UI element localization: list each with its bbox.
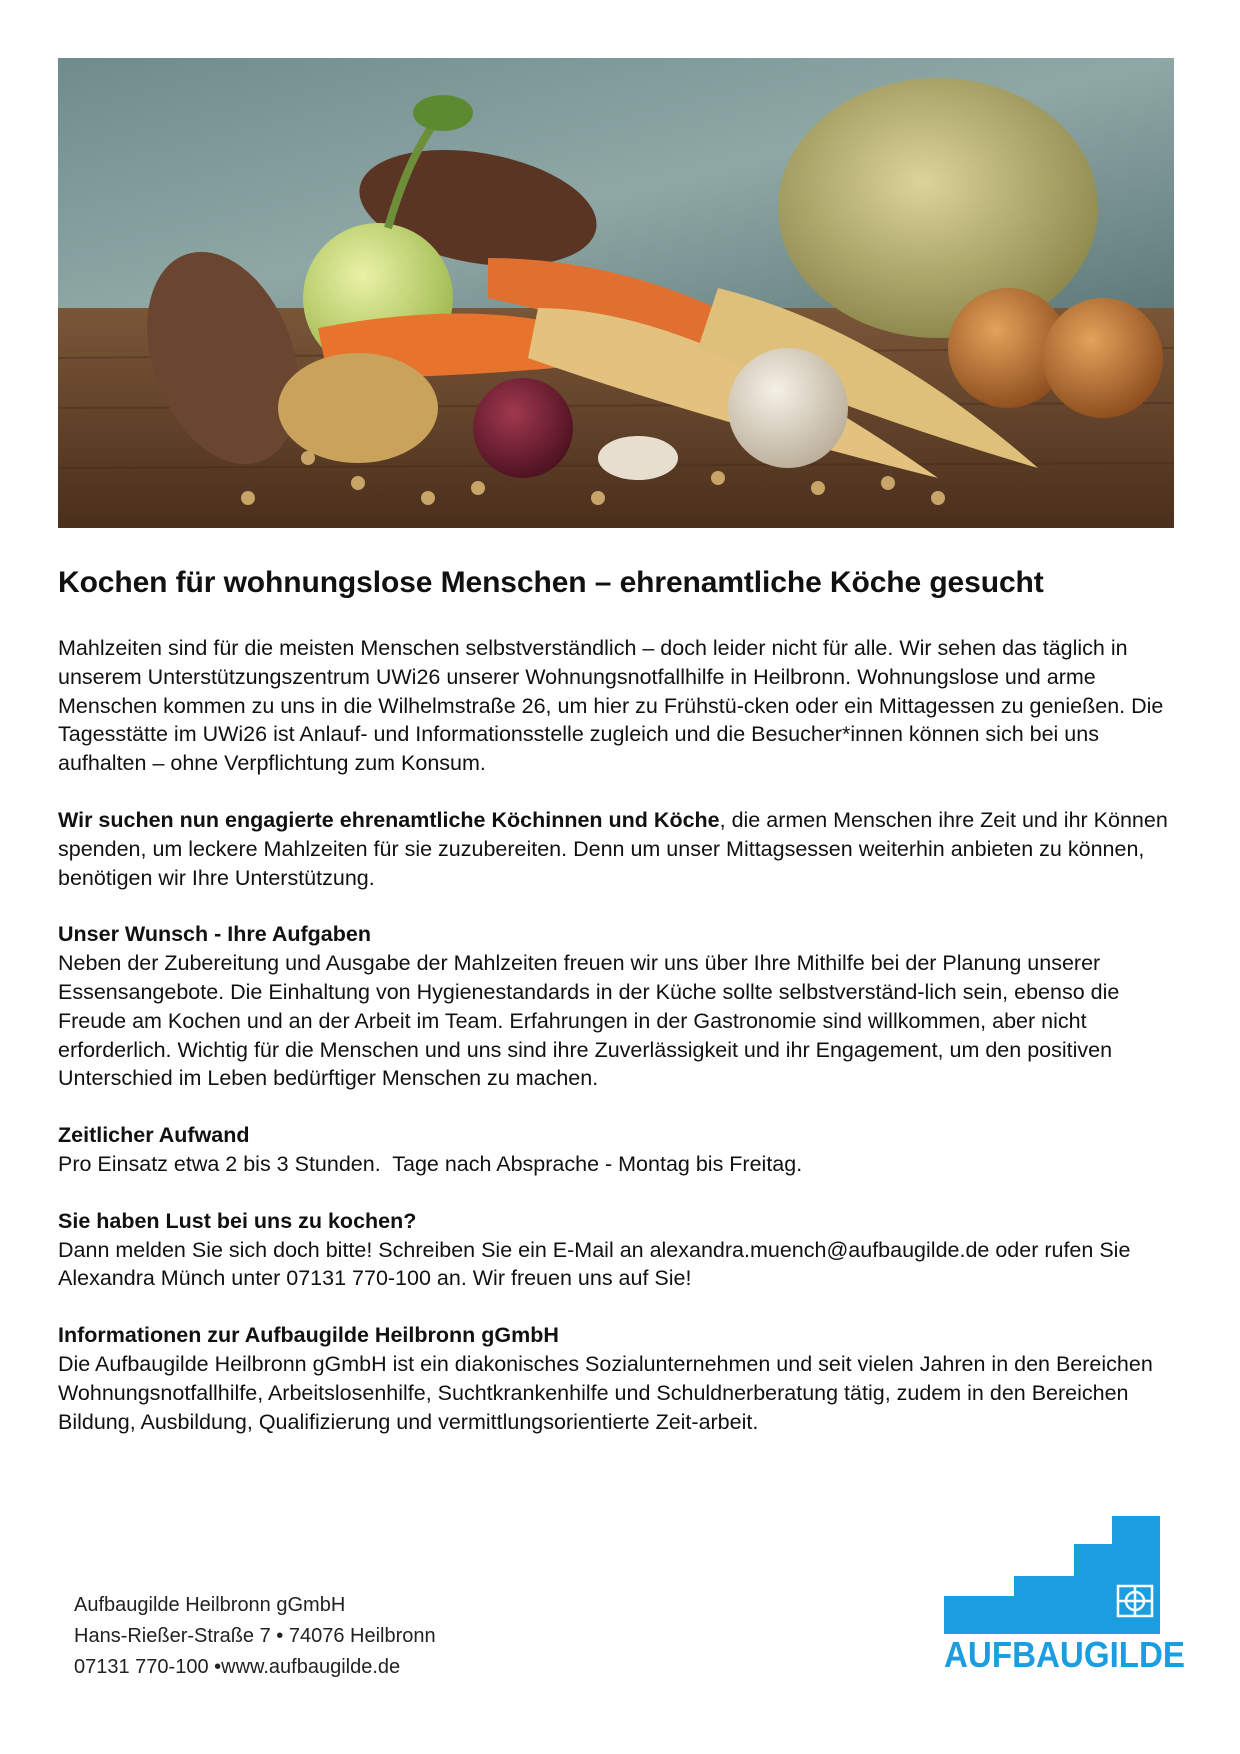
- intro-paragraph: Mahlzeiten sind für die meisten Menschen selbstverständlich – doch leider nicht für alle. Wir sehen das täglich in unserem Unterstützungszentrum UWi26 unserer Wohnungsnotfallhilfe in Heilbronn. Wohnungslose und arme Menschen kommen zu uns in die Wilhelmstraße 26, um hier zu Frühstü-cken oder ein Mittagessen zu genießen. Die Tagesstätte im UWi26 ist Anlauf- und Informationsstelle zugleich und die Besucher*innen können sich bei uns aufhalten – ohne Verpflichtung zum Konsum.: [58, 636, 1164, 776]
- tasks-section: [58, 920, 1178, 1093]
- info-text: Die Aufbaugilde Heilbronn gGmbH ist ein diakonisches Sozialunternehmen und seit vielen Jahren in den Bereichen Wohnungsnotfallhilfe, Arbeitslosenhilfe, Suchtkrankenhilfe und Schuldnerberatung tätig, zudem in den Bereichen Bildung, Ausbildung, Qualifizierung und vermittlungsorientierte Zeit-arbeit.: [58, 1351, 1153, 1434]
- time-text: Pro Einsatz etwa 2 bis 3 Stunden. Tage nach Absprache - Montag bis Freitag.: [58, 1151, 803, 1176]
- search-text: , die armen Menschen ihre Zeit und ihr Können spenden, um leckere Mahlzeiten für sie zuzubereiten. Denn um unser Mittagsessen weiterhin anbieten zu können, benötigen wir Ihre Unterstützung.: [58, 807, 1168, 890]
- logo-stairs-icon: [944, 1516, 1160, 1634]
- time-section: [58, 1121, 1178, 1179]
- info-section: [58, 1321, 1178, 1436]
- contact-section: [58, 1207, 1178, 1293]
- main-content: [58, 565, 1178, 1464]
- logo-text: AUFBAUGILDE: [944, 1634, 1186, 1675]
- tasks-heading: Unser Wunsch - Ihre Aufgaben: [58, 922, 371, 947]
- hero-photo-vegetables: [58, 58, 1174, 528]
- contact-text: Dann melden Sie sich doch bitte! Schreiben Sie ein E-Mail an alexandra.muench@aufbaugilde.de oder rufen Sie Alexandra Münch unter 07131 770-100 an. Wir freuen uns auf Sie!: [58, 1237, 1131, 1291]
- footer-contact: 07131 770-100 •www.aufbaugilde.de: [74, 1656, 401, 1678]
- search-bold-text: Wir suchen nun engagierte ehrenamtliche Köchinnen und Köche: [58, 807, 720, 832]
- info-heading: Informationen zur Aufbaugilde Heilbronn gGmbH: [58, 1323, 559, 1348]
- footer-company: Aufbaugilde Heilbronn gGmbH: [74, 1594, 346, 1616]
- footer-street: Hans-Rießer-Straße 7 • 74076 Heilbronn: [74, 1625, 436, 1647]
- vegetables-image: [58, 58, 1174, 528]
- page-title: Kochen für wohnungslose Menschen – ehrenamtliche Köche gesucht: [58, 566, 1044, 599]
- aufbaugilde-logo: [944, 1516, 1186, 1676]
- time-heading: Zeitlicher Aufwand: [58, 1123, 250, 1148]
- footer-address: [74, 1590, 436, 1683]
- tasks-text: Neben der Zubereitung und Ausgabe der Mahlzeiten freuen wir uns über Ihre Mithilfe bei der Planung unserer Essensangebote. Die Einhaltung von Hygienestandards in der Küche sollte selbstverständ-lich sein, ebenso die Freude am Kochen und an der Arbeit im Team. Erfahrungen in der Gastronomie sind willkommen, aber nicht erforderlich. Wichtig für die Menschen und uns sind ihre Zuverlässigkeit und ihr Engagement, um den positiven Unterschied im Leben bedürftiger Menschen zu machen.: [58, 951, 1120, 1091]
- search-paragraph: [58, 806, 1178, 892]
- contact-heading: Sie haben Lust bei uns zu kochen?: [58, 1208, 417, 1233]
